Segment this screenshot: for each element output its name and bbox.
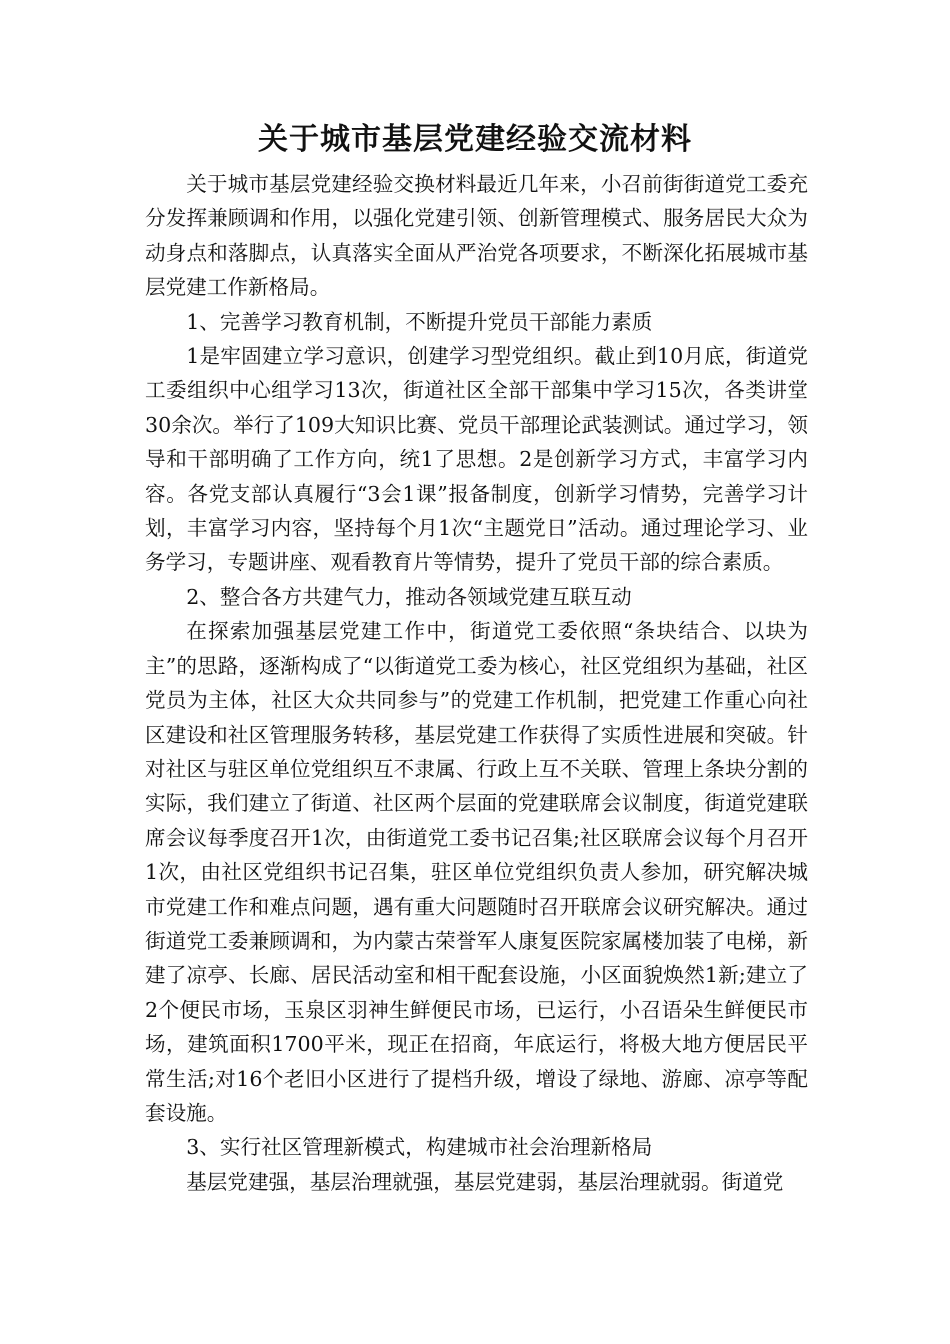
document-body: [145, 167, 808, 1199]
section-heading-2: 2、整合各方共建气力，推动各领域党建互联互动: [186, 584, 632, 609]
section-1-paragraph: 1是牢固建立学习意识，创建学习型党组织。截止到10月底，街道党工委组织中心组学习13次，街道社区全部干部集中学习15次，各类讲堂30余次。举行了109大知识比赛、党员干部理论武装测试。通过学习，领导和干部明确了工作方向，统1了思想。2是创新学习方式，丰富学习内容。各党支部认真履行“3会1课”报备制度，创新学习情势，完善学习计划，丰富学习内容，坚持每个月1次“主题党日”活动。通过理论学习、业务学习，专题讲座、观看教育片等情势，提升了党员干部的综合素质。: [145, 344, 808, 575]
section-2-paragraph: 在探索加强基层党建工作中，街道党工委依照“条块结合、以块为主”的思路，逐渐构成了“以街道党工委为核心，社区党组织为基础，社区党员为主体，社区大众共同参与”的党建工作机制，把党建工作重心向社区建设和社区管理服务转移，基层党建工作获得了实质性进展和突破。针对社区与驻区单位党组织互不隶属、行政上互不关联、管理上条块分割的实际，我们建立了街道、社区两个层面的党建联席会议制度，街道党建联席会议每季度召开1次，由街道党工委书记召集;社区联席会议每个月召开1次，由社区党组织书记召集，驻区单位党组织负责人参加，研究解决城市党建工作和难点问题，遇有重大问题随时召开联席会议研究解决。通过街道党工委兼顾调和，为内蒙古荣誉军人康复医院家属楼加装了电梯，新建了凉亭、长廊、居民活动室和相干配套设施，小区面貌焕然1新;建立了2个便民市场，玉泉区羽神生鲜便民市场，已运行，小召语朵生鲜便民市场，建筑面积1700平米，现正在招商，年底运行，将极大地方便居民平常生活;对16个老旧小区进行了提档升级，增设了绿地、游廊、凉亭等配套设施。: [145, 619, 808, 1125]
section-heading-3: 3、实行社区管理新模式，构建城市社会治理新格局: [186, 1135, 653, 1160]
section-heading-1: 1、完善学习教育机制，不断提升党员干部能力素质: [186, 309, 653, 334]
document-title: 关于城市基层党建经验交流材料: [258, 122, 692, 157]
section-3-paragraph: 基层党建强，基层治理就强，基层党建弱，基层治理就弱。街道党: [186, 1169, 784, 1194]
intro-paragraph: 关于城市基层党建经验交换材料最近几年来，小召前街街道党工委充分发挥兼顾调和作用，以强化党建引领、创新管理模式、服务居民大众为动身点和落脚点，认真落实全面从严治党各项要求，不断深化拓展城市基层党建工作新格局。: [145, 172, 808, 300]
